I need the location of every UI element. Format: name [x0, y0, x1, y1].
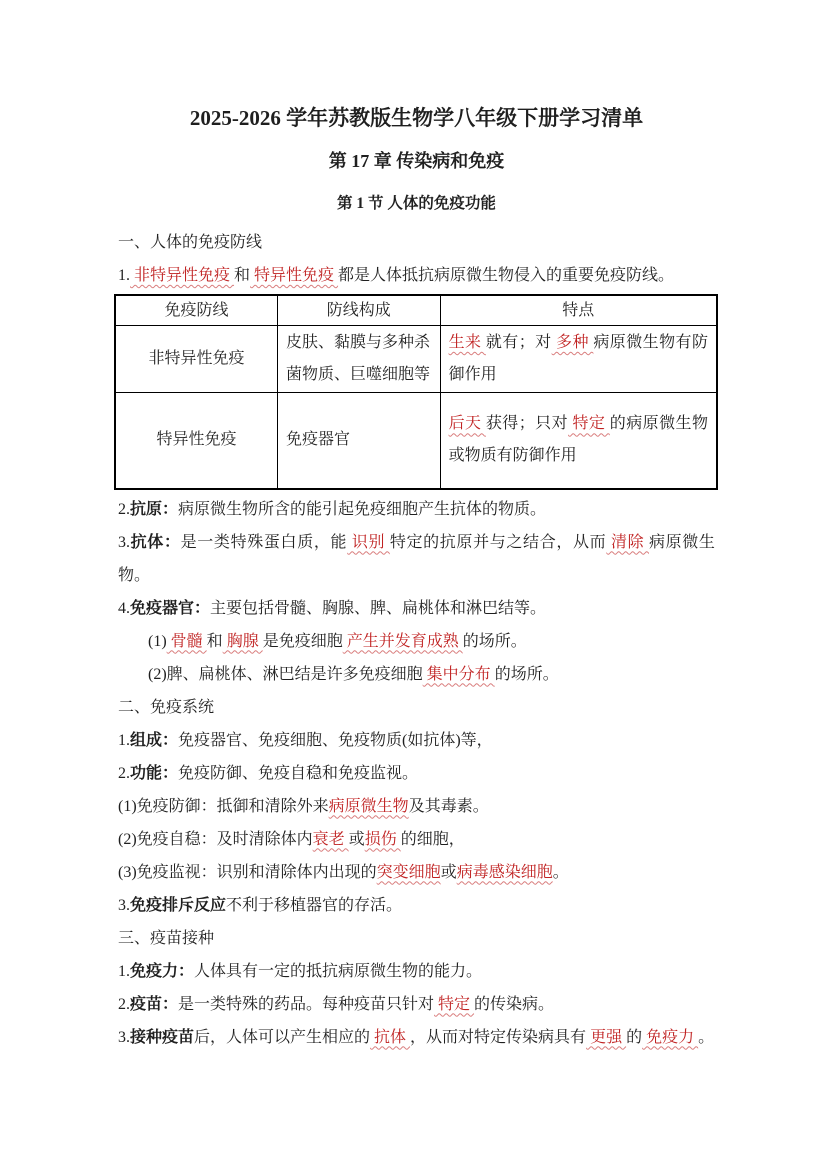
text-run: 一、人体的免疫防线 [118, 234, 263, 251]
text-run: (2)脾、扁桃体、淋巴结是许多免疫细胞 [148, 665, 423, 683]
table-header-row [115, 295, 717, 326]
text-run: 病原微生物有防御作用 [448, 334, 708, 383]
paragraph [118, 823, 715, 856]
key-term-red: 突变细胞 [376, 863, 441, 881]
key-term-red: 集中分布 [422, 665, 495, 683]
paragraph [118, 259, 715, 292]
table-cell [278, 393, 441, 489]
paragraph [118, 889, 715, 922]
document-title: 2025-2026 学年苏教版生物学八年级下册学习清单 [189, 106, 644, 130]
paragraph [118, 955, 715, 988]
text-run: 。 [698, 1028, 715, 1046]
text-run: 及其毒素。 [408, 797, 489, 815]
text-run: 不利于移植器官的存活。 [226, 896, 403, 914]
key-term-red: 胸腺 [222, 632, 263, 650]
key-term-red: 免疫力 [642, 1028, 699, 1046]
text-run: 就有；对 [485, 334, 552, 351]
term-bold: 免疫力： [130, 962, 195, 980]
text-run: 的场所。 [494, 665, 559, 683]
key-term-red: 特定 [568, 415, 610, 433]
term-bold: 功能： [130, 764, 179, 782]
text-run: 的 [626, 1028, 643, 1046]
text-run: 是一类特殊蛋白质，能 [180, 533, 348, 551]
key-term-red: 后天 [448, 415, 486, 433]
text-run: 主要包括骨髓、胸腺、脾、扁桃体和淋巴结等。 [210, 599, 547, 617]
text-run: 1. [118, 731, 130, 749]
text-run: 和 [206, 632, 223, 650]
key-term-red: 清除 [606, 533, 649, 551]
paragraph [118, 592, 715, 625]
table-cell [115, 393, 278, 489]
text-run: (3)免疫监视：识别和清除体内出现的 [118, 863, 377, 881]
table-header-cell: 免疫防线 [115, 295, 278, 326]
text-run: 3. [118, 1028, 130, 1046]
text-run: 是免疫细胞 [262, 632, 343, 650]
immune-defense-table [114, 294, 718, 490]
key-term-red: 更强 [586, 1028, 627, 1046]
paragraph [118, 625, 715, 658]
table-header-cell: 防线构成 [278, 295, 441, 326]
text-run: (2)免疫自稳：及时清除体内 [118, 830, 313, 848]
text-run: (1)免疫防御：抵御和清除外来 [118, 797, 329, 815]
key-term-red: 损伤 [364, 830, 401, 848]
text-run: 获得；只对 [485, 415, 569, 433]
paragraph [118, 493, 715, 526]
text-run: 的场所。 [462, 632, 527, 650]
text-run: 免疫器官 [286, 431, 351, 449]
text-run: 人体具有一定的抵抗病原微生物的能力。 [194, 962, 483, 980]
key-term-red: 多种 [551, 334, 594, 351]
key-term-red: 特异性免疫 [250, 267, 339, 284]
text-run: 2. [118, 764, 130, 782]
term-bold: 抗原： [130, 500, 179, 518]
text-run: 非特异性免疫 [148, 350, 245, 367]
paragraph [118, 724, 715, 757]
key-term-red: 产生并发育成熟 [342, 632, 463, 650]
text-run: 的细胞， [400, 830, 465, 848]
table-row [115, 393, 717, 489]
table-cell [278, 326, 441, 393]
key-term-red: 衰老 [312, 830, 349, 848]
key-term-red: 识别 [347, 533, 390, 551]
text-run: 皮肤、黏膜与多种杀菌物质、巨噬细胞等 [286, 334, 431, 383]
key-term-red: 特定 [434, 995, 475, 1013]
table-row [115, 326, 717, 393]
text-run: 后，人体可以产生相应的 [194, 1028, 371, 1046]
paragraph [118, 988, 715, 1021]
text-run: 免疫器官、免疫细胞、免疫物质(如抗体)等， [178, 731, 493, 749]
text-run: 的病原微生物或物质有防御作用 [448, 415, 708, 465]
text-run: ，从而对特定传染病具有 [410, 1028, 587, 1046]
text-run: 3. [118, 896, 130, 914]
term-bold: 免疫排斥反应 [130, 896, 227, 914]
text-run: 3. [118, 533, 130, 551]
table-cell [115, 326, 278, 393]
text-run: 或 [348, 830, 365, 848]
text-run: 特异性免疫 [156, 431, 237, 449]
term-bold: 组成： [130, 731, 179, 749]
text-run: 三、疫苗接种 [118, 929, 215, 947]
term-bold: 接种疫苗 [130, 1028, 195, 1046]
text-run: 病原微生物所含的能引起免疫细胞产生抗体的物质。 [178, 500, 547, 518]
text-run: 病原微生物。 [118, 533, 715, 584]
key-term-red: 非特异性免疫 [130, 267, 235, 284]
text-run: 是一类特殊的药品。每种疫苗只针对 [178, 995, 435, 1013]
term-bold: 免疫器官： [130, 599, 211, 617]
document-body [118, 226, 715, 1054]
table-header-cell: 特点 [440, 295, 717, 326]
key-term-red: 生来 [448, 334, 486, 351]
text-run: 2. [118, 995, 130, 1013]
text-run: 1. [118, 267, 130, 284]
paragraph [118, 658, 715, 691]
paragraph [118, 757, 715, 790]
text-run: 。 [552, 863, 569, 881]
key-term-red: 抗体 [370, 1028, 411, 1046]
paragraph [118, 1021, 715, 1054]
text-run: 和 [234, 267, 251, 284]
paragraph [118, 856, 715, 889]
key-term-red: 病毒感染细胞 [456, 863, 553, 881]
text-run: 免疫防御、免疫自稳和免疫监视。 [178, 764, 419, 782]
list-section-heading [118, 922, 715, 955]
text-run: 或 [440, 863, 457, 881]
text-run: 2. [118, 500, 130, 518]
term-bold: 抗体： [130, 533, 181, 551]
paragraph [118, 790, 715, 823]
chapter-heading: 第 17 章 传染病和免疫 [328, 151, 505, 171]
text-run: 都是人体抵抗病原微生物侵入的重要免疫防线。 [338, 267, 675, 284]
section-heading: 第 1 节 人体的免疫功能 [337, 195, 496, 212]
key-term-red: 骨髓 [166, 632, 207, 650]
text-run: 4. [118, 599, 130, 617]
text-run: 特定的抗原并与之结合，从而 [389, 533, 607, 551]
key-term-red: 病原微生物 [328, 797, 409, 815]
text-run: 二、免疫系统 [118, 698, 215, 716]
table-cell [440, 393, 717, 489]
list-section-heading [118, 226, 715, 259]
term-bold: 疫苗： [130, 995, 179, 1013]
text-run: 的传染病。 [474, 995, 555, 1013]
list-section-heading [118, 691, 715, 724]
table-cell [440, 326, 717, 393]
text-run: 1. [118, 962, 130, 980]
text-run: (1) [148, 632, 167, 650]
paragraph [118, 526, 715, 592]
